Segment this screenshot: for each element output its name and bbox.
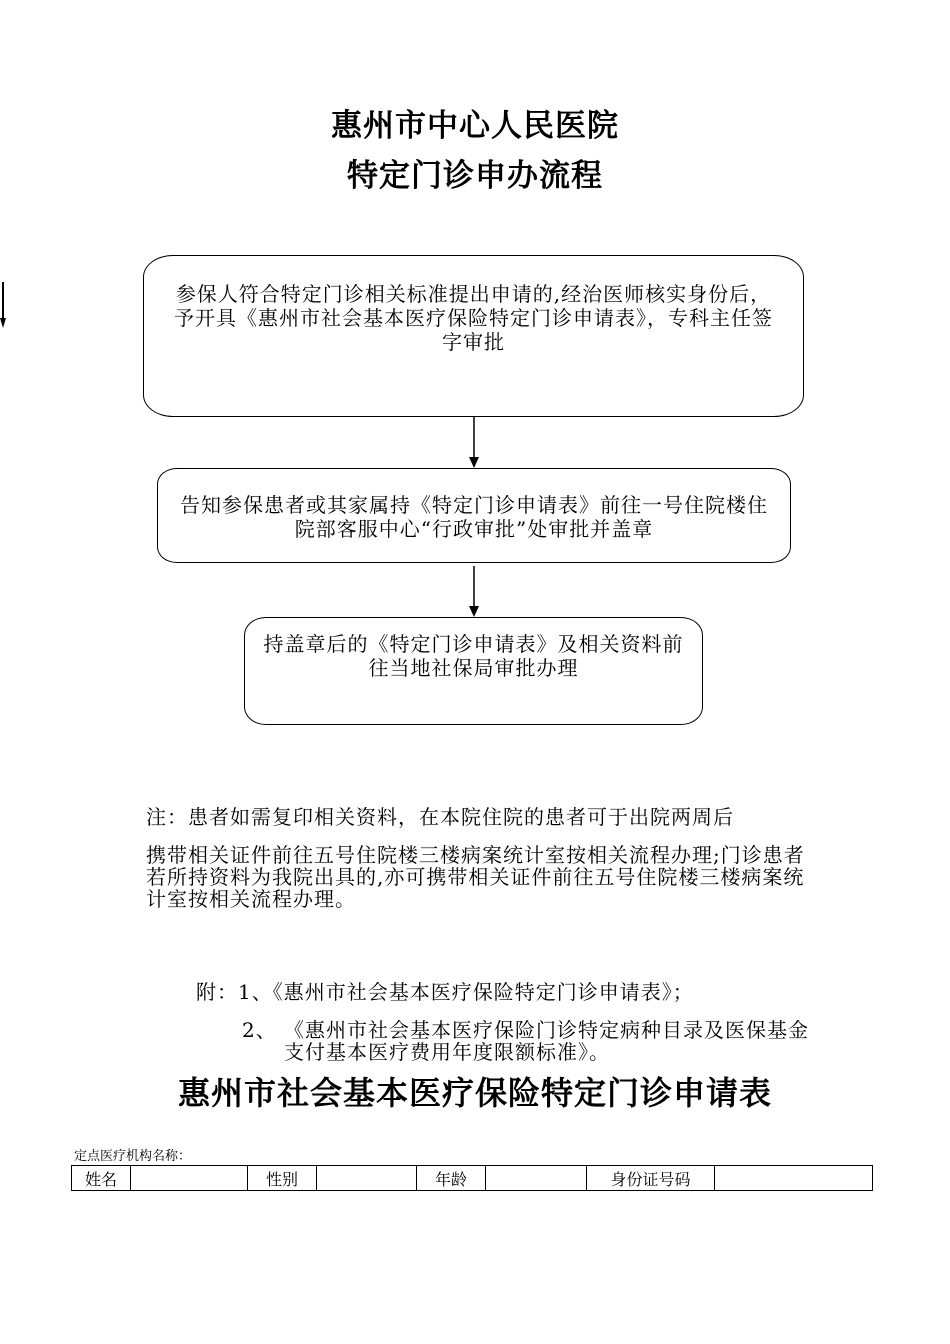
attachment-item-2-number: 2、 (242, 1018, 277, 1042)
flow-step-3-text: 持盖章后的《特定门诊申请表》及相关资料前往当地社保局审批办理 (263, 632, 684, 680)
flow-step-1-text: 参保人符合特定门诊相关标准提出申请的,经治医师核实身份后，予开具《惠州市社会基本医疗保险特定门诊申请表》，专科主任签字审批 (174, 282, 773, 354)
flow-step-3 (244, 617, 703, 725)
attachment-item-1: 附：1、《惠州市社会基本医疗保险特定门诊申请表》； (196, 980, 694, 1004)
id-number-label: 身份证号码 (587, 1166, 715, 1191)
flow-arrow-1-icon (468, 417, 480, 468)
name-field[interactable] (131, 1166, 248, 1191)
hospital-name-title: 惠州市中心人民医院 (331, 108, 619, 144)
institution-label: 定点医疗机构名称： (74, 1149, 192, 1164)
attachment-item-2-text: 《惠州市社会基本医疗保险门诊特定病种目录及医保基金支付基本医疗费用年度限额标准》。 (284, 1018, 809, 1064)
applicant-info-table (71, 1165, 873, 1191)
gender-label: 性别 (248, 1166, 317, 1191)
age-label: 年龄 (417, 1166, 486, 1191)
flow-step-2-text: 告知参保患者或其家属持《特定门诊申请表》前往一号住院楼住院部客服中心“行政审批”处审批并盖章 (180, 493, 768, 541)
name-label: 姓名 (72, 1166, 131, 1191)
form-title: 惠州市社会基本医疗保险特定门诊申请表 (177, 1074, 772, 1112)
age-field[interactable] (486, 1166, 587, 1191)
table-row (72, 1166, 873, 1191)
flow-arrow-2-icon (468, 566, 480, 617)
note-body: 携带相关证件前往五号住院楼三楼病案统计室按相关流程办理;门诊患者若所持资料为我院出具的,亦可携带相关证件前往五号住院楼三楼病案统计室按相关流程办理。 (146, 843, 805, 911)
flow-step-2 (157, 468, 791, 563)
process-title: 特定门诊申办流程 (347, 158, 603, 194)
note-first-line: 注：患者如需复印相关资料，在本院住院的患者可于出院两周后 (146, 805, 734, 829)
gender-field[interactable] (317, 1166, 417, 1191)
edge-arrow-icon (0, 282, 10, 332)
flow-step-1 (143, 255, 804, 417)
id-number-field[interactable] (715, 1166, 873, 1191)
